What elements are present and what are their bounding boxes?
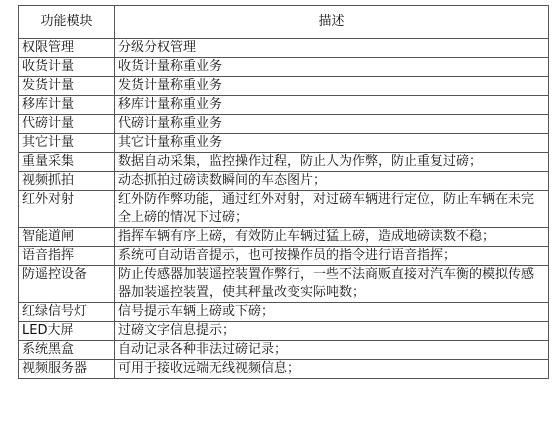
table-row bbox=[19, 172, 549, 191]
description-cell: 动态抓拍过磅读数瞬间的车态图片； bbox=[115, 172, 549, 191]
module-cell: 重量采集 bbox=[19, 153, 115, 172]
module-cell: 视频服务器 bbox=[19, 360, 115, 379]
description-cell: 收货计量称重业务 bbox=[115, 58, 549, 77]
module-cell: 红绿信号灯 bbox=[19, 303, 115, 322]
module-cell: 移库计量 bbox=[19, 96, 115, 115]
table-row bbox=[19, 341, 549, 360]
table-row bbox=[19, 303, 549, 322]
module-cell: 系统黑盒 bbox=[19, 341, 115, 360]
module-cell: 红外对射 bbox=[19, 191, 115, 228]
description-cell: 代磅计量称重业务 bbox=[115, 115, 549, 134]
function-module-table bbox=[18, 5, 549, 379]
module-cell: 其它计量 bbox=[19, 134, 115, 153]
module-cell: 权限管理 bbox=[19, 39, 115, 58]
module-cell: 防遥控设备 bbox=[19, 266, 115, 303]
module-cell: 发货计量 bbox=[19, 77, 115, 96]
description-cell: 过磅文字信息提示； bbox=[115, 322, 549, 341]
table-row bbox=[19, 115, 549, 134]
module-cell: 代磅计量 bbox=[19, 115, 115, 134]
table-row bbox=[19, 191, 549, 228]
table-row bbox=[19, 134, 549, 153]
description-cell: 移库计量称重业务 bbox=[115, 96, 549, 115]
table-row bbox=[19, 39, 549, 58]
description-cell: 红外防作弊功能，通过红外对射，对过磅车辆进行定位，防止车辆在未完全上磅的情况下过磅； bbox=[115, 191, 549, 228]
description-cell: 分级分权管理 bbox=[115, 39, 549, 58]
table-row bbox=[19, 247, 549, 266]
table-header-row bbox=[19, 6, 549, 39]
module-cell: 收货计量 bbox=[19, 58, 115, 77]
description-cell: 系统可自动语音提示，也可按操作员的指令进行语音指挥； bbox=[115, 247, 549, 266]
description-cell: 可用于接收远端无线视频信息； bbox=[115, 360, 549, 379]
header-module: 功能模块 bbox=[19, 6, 115, 39]
description-cell: 信号提示车辆上磅或下磅； bbox=[115, 303, 549, 322]
module-cell: LED大屏 bbox=[19, 322, 115, 341]
description-cell: 防止传感器加装遥控装置作弊行，一些不法商贩直接对汽车衡的模拟传感器加装遥控装置，使其秤量改变实际吨数； bbox=[115, 266, 549, 303]
description-cell: 其它计量称重业务 bbox=[115, 134, 549, 153]
table-row bbox=[19, 96, 549, 115]
description-cell: 指挥车辆有序上磅，有效防止车辆过猛上磅，造成地磅读数不稳； bbox=[115, 228, 549, 247]
description-cell: 自动记录各种非法过磅记录； bbox=[115, 341, 549, 360]
module-cell: 智能道闸 bbox=[19, 228, 115, 247]
function-table-container bbox=[18, 5, 548, 379]
module-cell: 语音指挥 bbox=[19, 247, 115, 266]
table-row bbox=[19, 360, 549, 379]
table-row bbox=[19, 153, 549, 172]
header-description: 描述 bbox=[115, 6, 549, 39]
table-row bbox=[19, 266, 549, 303]
table-row bbox=[19, 228, 549, 247]
module-cell: 视频抓拍 bbox=[19, 172, 115, 191]
description-cell: 发货计量称重业务 bbox=[115, 77, 549, 96]
table-row bbox=[19, 322, 549, 341]
description-cell: 数据自动采集，监控操作过程，防止人为作弊，防止重复过磅； bbox=[115, 153, 549, 172]
table-row bbox=[19, 58, 549, 77]
table-row bbox=[19, 77, 549, 96]
